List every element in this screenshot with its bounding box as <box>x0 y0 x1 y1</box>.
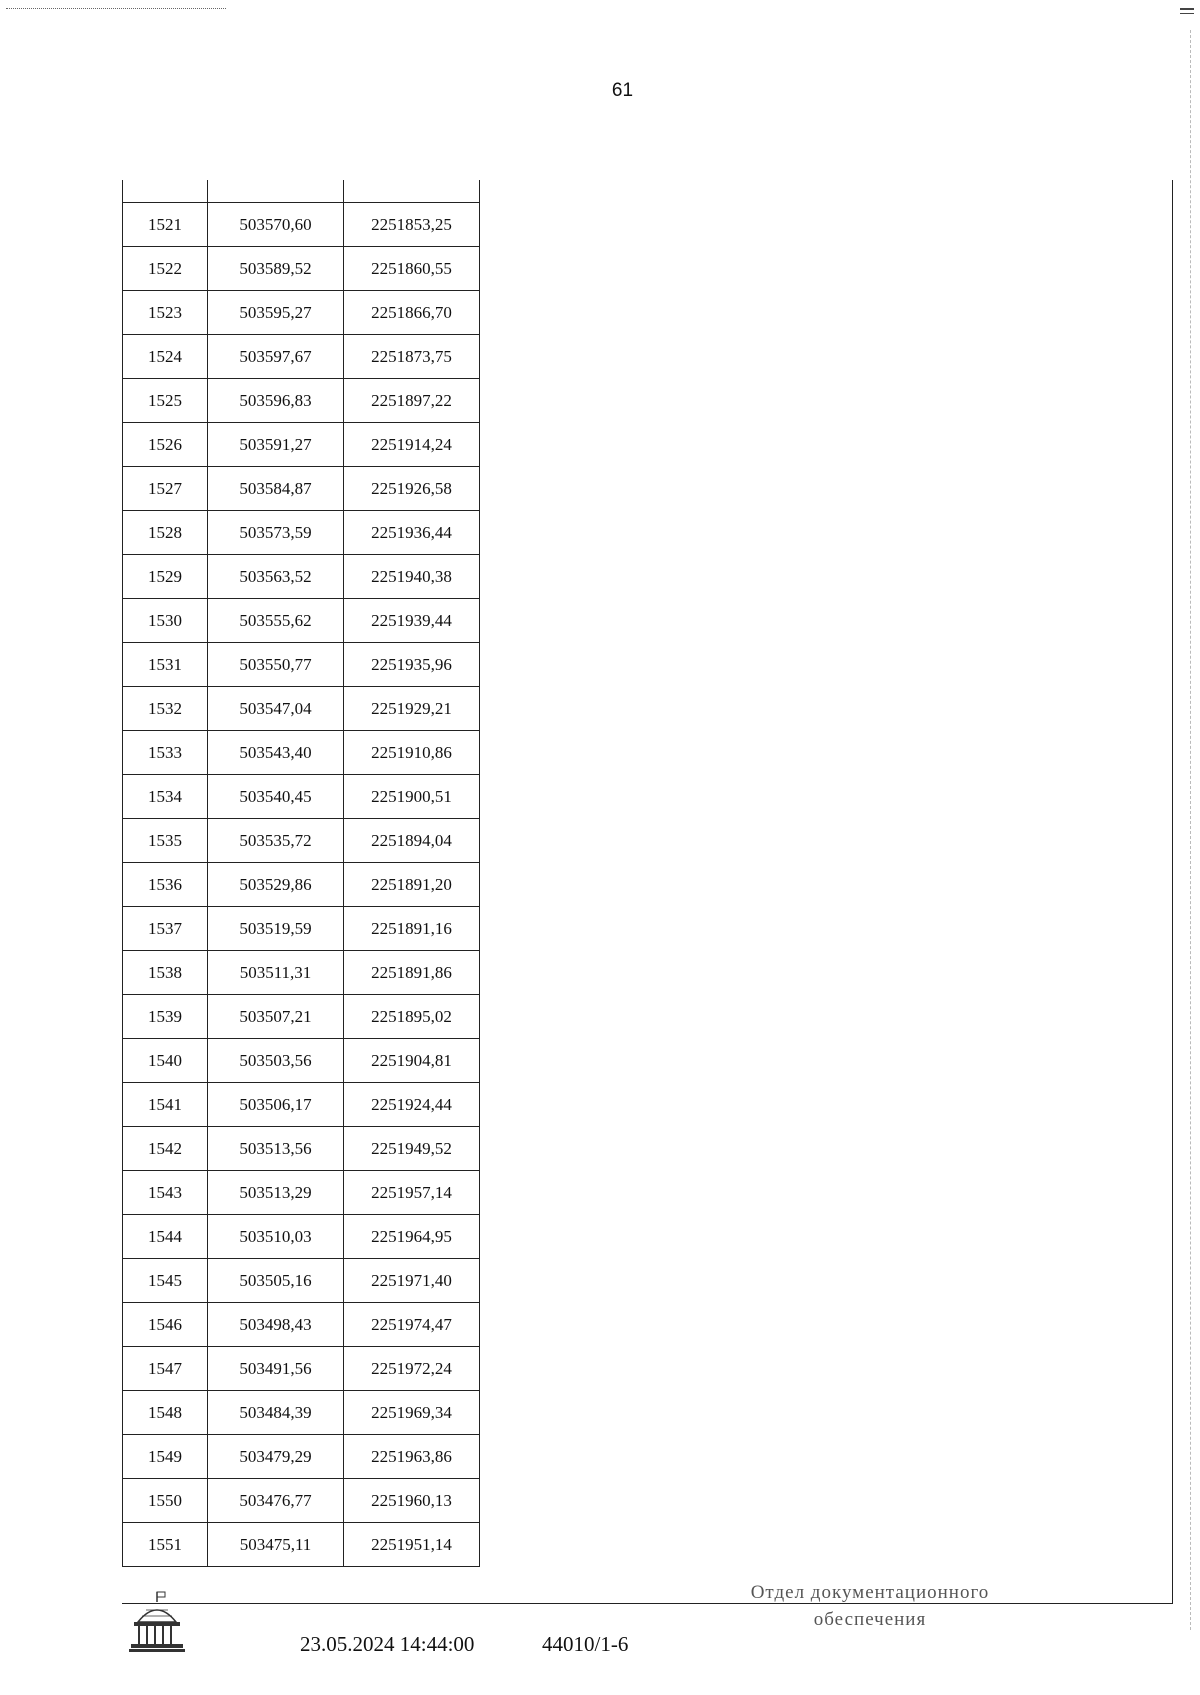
table-row <box>123 863 480 907</box>
y-coordinate-cell: 2251960,13 <box>344 1479 480 1523</box>
y-coordinate-cell: 2251964,95 <box>344 1215 480 1259</box>
point-number-cell: 1526 <box>123 423 208 467</box>
x-coordinate-cell: 503511,31 <box>208 951 344 995</box>
table-row <box>123 1523 480 1567</box>
table-row <box>123 555 480 599</box>
x-coordinate-cell: 503589,52 <box>208 247 344 291</box>
y-coordinate-cell: 2251910,86 <box>344 731 480 775</box>
x-coordinate-cell: 503540,45 <box>208 775 344 819</box>
building-emblem-icon <box>128 1590 186 1656</box>
point-number-cell: 1547 <box>123 1347 208 1391</box>
x-coordinate-cell: 503498,43 <box>208 1303 344 1347</box>
x-coordinate-cell: 503513,56 <box>208 1127 344 1171</box>
point-number-cell: 1535 <box>123 819 208 863</box>
coordinates-table-body <box>123 180 480 1567</box>
x-coordinate-cell: 503596,83 <box>208 379 344 423</box>
x-coordinate-cell: 503479,29 <box>208 1435 344 1479</box>
x-coordinate-cell: 503506,17 <box>208 1083 344 1127</box>
table-row <box>123 1259 480 1303</box>
y-coordinate-cell: 2251949,52 <box>344 1127 480 1171</box>
table-row <box>123 203 480 247</box>
y-coordinate-cell: 2251935,96 <box>344 643 480 687</box>
y-coordinate-cell: 2251866,70 <box>344 291 480 335</box>
point-number-cell: 1546 <box>123 1303 208 1347</box>
point-number-cell: 1525 <box>123 379 208 423</box>
table-row <box>123 335 480 379</box>
table-row <box>123 1171 480 1215</box>
footer-datetime: 23.05.2024 14:44:00 <box>300 1632 475 1656</box>
point-number-cell: 1528 <box>123 511 208 555</box>
x-coordinate-cell: 503529,86 <box>208 863 344 907</box>
y-coordinate-cell: 2251969,34 <box>344 1391 480 1435</box>
y-coordinate-cell: 2251939,44 <box>344 599 480 643</box>
stamp-line-1: Отдел документационного <box>750 1582 990 1603</box>
table-row <box>123 1347 480 1391</box>
point-number-cell: 1533 <box>123 731 208 775</box>
x-coordinate-cell: 503555,62 <box>208 599 344 643</box>
table-row <box>123 907 480 951</box>
table-row <box>123 467 480 511</box>
table-row <box>123 379 480 423</box>
x-coordinate-cell: 503484,39 <box>208 1391 344 1435</box>
y-coordinate-cell: 2251929,21 <box>344 687 480 731</box>
x-coordinate-cell: 503491,56 <box>208 1347 344 1391</box>
table-row <box>123 1083 480 1127</box>
x-coordinate-cell: 503573,59 <box>208 511 344 555</box>
y-coordinate-cell: 2251860,55 <box>344 247 480 291</box>
y-coordinate-cell: 2251891,86 <box>344 951 480 995</box>
y-coordinate-cell: 2251914,24 <box>344 423 480 467</box>
table-row <box>123 1215 480 1259</box>
y-coordinate-cell: 2251900,51 <box>344 775 480 819</box>
x-coordinate-cell: 503513,29 <box>208 1171 344 1215</box>
stamp-line-2: обеспечения <box>813 1608 927 1630</box>
y-coordinate-cell: 2251963,86 <box>344 1435 480 1479</box>
point-number-cell: 1545 <box>123 1259 208 1303</box>
table-row <box>123 1303 480 1347</box>
point-number-cell: 1540 <box>123 1039 208 1083</box>
point-number-cell: 1539 <box>123 995 208 1039</box>
y-coordinate-cell: 2251924,44 <box>344 1083 480 1127</box>
point-number-cell: 1527 <box>123 467 208 511</box>
table-row <box>123 687 480 731</box>
x-coordinate-cell: 503595,27 <box>208 291 344 335</box>
x-coordinate-cell: 503563,52 <box>208 555 344 599</box>
y-coordinate-cell: 2251891,16 <box>344 907 480 951</box>
y-coordinate-cell: 2251974,47 <box>344 1303 480 1347</box>
table-row-continuation <box>123 180 480 203</box>
point-number-cell: 1543 <box>123 1171 208 1215</box>
point-number-cell: 1531 <box>123 643 208 687</box>
point-number-cell: 1550 <box>123 1479 208 1523</box>
x-coordinate-cell: 503507,21 <box>208 995 344 1039</box>
point-number-cell: 1534 <box>123 775 208 819</box>
point-number-cell: 1538 <box>123 951 208 995</box>
point-number-cell: 1544 <box>123 1215 208 1259</box>
point-number-cell: 1530 <box>123 599 208 643</box>
scan-artifact-right-edge <box>1190 30 1192 1630</box>
y-coordinate-cell: 2251936,44 <box>344 511 480 555</box>
point-number-cell: 1541 <box>123 1083 208 1127</box>
x-coordinate-cell: 503597,67 <box>208 335 344 379</box>
footer-document-number: 44010/1-6 <box>542 1632 629 1656</box>
y-coordinate-cell: 2251891,20 <box>344 863 480 907</box>
point-number-cell: 1549 <box>123 1435 208 1479</box>
x-coordinate-cell: 503570,60 <box>208 203 344 247</box>
x-coordinate-cell: 503543,40 <box>208 731 344 775</box>
y-coordinate-cell: 2251971,40 <box>344 1259 480 1303</box>
table-row <box>123 291 480 335</box>
y-coordinate-cell: 2251904,81 <box>344 1039 480 1083</box>
y-coordinate-cell: 2251951,14 <box>344 1523 480 1567</box>
y-coordinate-cell: 2251894,04 <box>344 819 480 863</box>
table-row <box>123 599 480 643</box>
y-coordinate-cell: 2251926,58 <box>344 467 480 511</box>
department-stamp <box>720 1580 1020 1633</box>
point-number-cell: 1532 <box>123 687 208 731</box>
point-number-cell: 1548 <box>123 1391 208 1435</box>
y-coordinate-cell: 2251940,38 <box>344 555 480 599</box>
table-row <box>123 511 480 555</box>
table-row <box>123 995 480 1039</box>
point-number-cell: 1524 <box>123 335 208 379</box>
point-number-cell: 1523 <box>123 291 208 335</box>
page-number: 61 <box>611 80 634 101</box>
table-row <box>123 775 480 819</box>
x-coordinate-cell: 503505,16 <box>208 1259 344 1303</box>
x-coordinate-cell: 503519,59 <box>208 907 344 951</box>
table-row <box>123 423 480 467</box>
scan-artifact-top-line <box>6 8 226 11</box>
x-coordinate-cell: 503550,77 <box>208 643 344 687</box>
x-coordinate-cell: 503503,56 <box>208 1039 344 1083</box>
y-coordinate-cell: 2251895,02 <box>344 995 480 1039</box>
y-coordinate-cell: 2251957,14 <box>344 1171 480 1215</box>
point-number-cell: 1537 <box>123 907 208 951</box>
point-number-cell: 1522 <box>123 247 208 291</box>
table-row <box>123 1435 480 1479</box>
table-row <box>123 731 480 775</box>
point-number-cell: 1536 <box>123 863 208 907</box>
table-row <box>123 247 480 291</box>
table-row <box>123 1039 480 1083</box>
table-row <box>123 951 480 995</box>
y-coordinate-cell: 2251873,75 <box>344 335 480 379</box>
point-number-cell: 1521 <box>123 203 208 247</box>
y-coordinate-cell: 2251853,25 <box>344 203 480 247</box>
coordinates-table <box>122 180 480 1567</box>
point-number-cell: 1529 <box>123 555 208 599</box>
scan-artifact-corner-mark <box>1180 8 1194 14</box>
table-row <box>123 643 480 687</box>
x-coordinate-cell: 503591,27 <box>208 423 344 467</box>
x-coordinate-cell: 503547,04 <box>208 687 344 731</box>
y-coordinate-cell: 2251897,22 <box>344 379 480 423</box>
table-row <box>123 819 480 863</box>
x-coordinate-cell: 503475,11 <box>208 1523 344 1567</box>
table-row <box>123 1479 480 1523</box>
x-coordinate-cell: 503535,72 <box>208 819 344 863</box>
y-coordinate-cell: 2251972,24 <box>344 1347 480 1391</box>
x-coordinate-cell: 503584,87 <box>208 467 344 511</box>
table-row <box>123 1127 480 1171</box>
point-number-cell: 1551 <box>123 1523 208 1567</box>
x-coordinate-cell: 503510,03 <box>208 1215 344 1259</box>
table-row <box>123 1391 480 1435</box>
x-coordinate-cell: 503476,77 <box>208 1479 344 1523</box>
point-number-cell: 1542 <box>123 1127 208 1171</box>
